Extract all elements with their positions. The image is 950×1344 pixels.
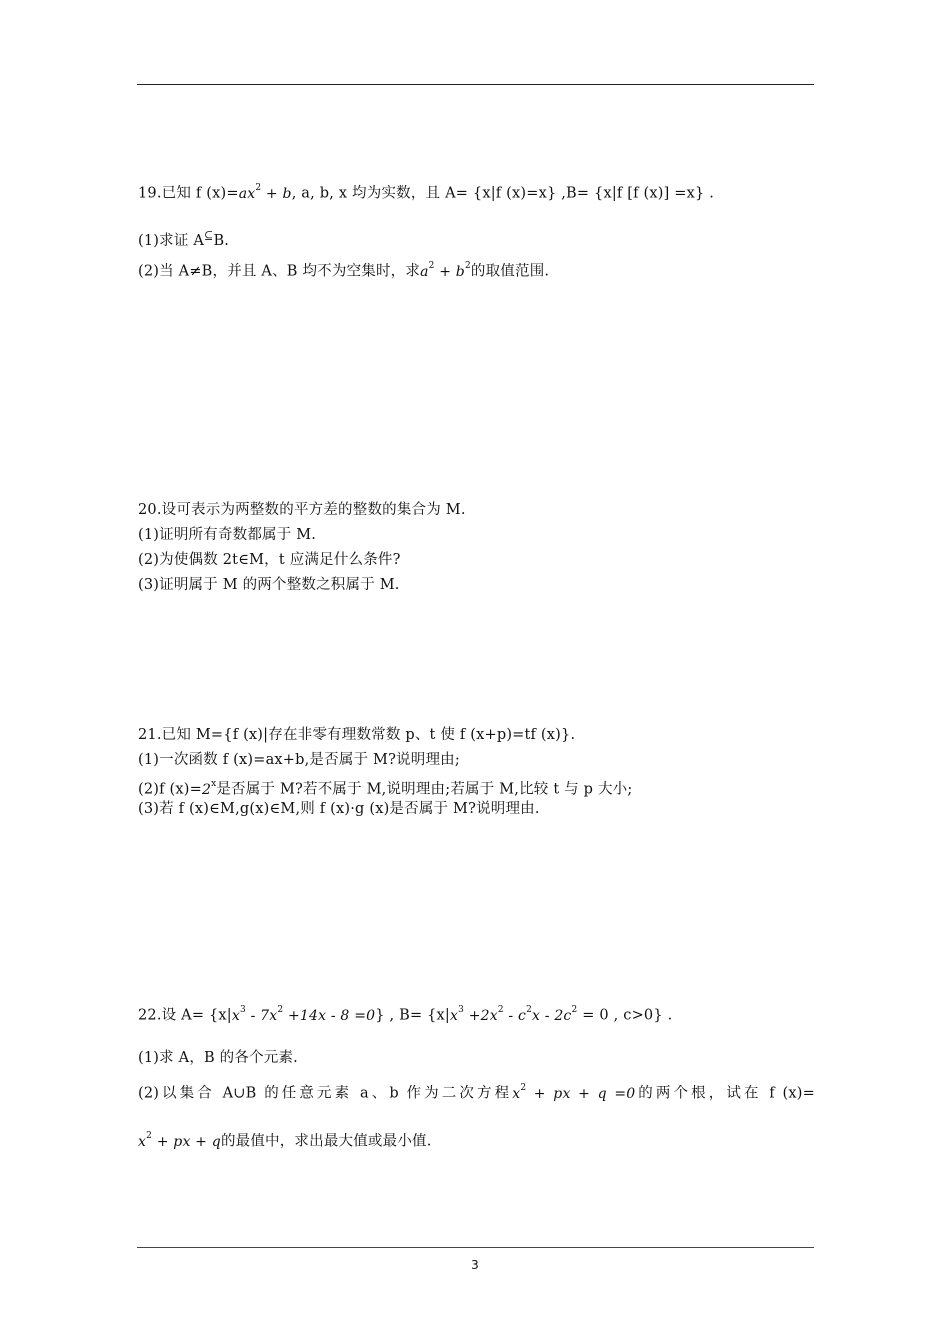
q22-stem: 22.设 $A= \{x|x^3 - 7x^2 +14x - 8 =0\}$ , $B= \{x|x^3 +2x^2 - c^2x - 2c^2 = 0$ , c>0} . <box>138 1005 673 1024</box>
q19-part2: (2)当 A≠B，并且 A、B 均不为空集时，求$a^2 + b^2$的取值范围. <box>138 261 550 280</box>
q22-part2: (2)以集合 A∪B 的任意元素 a、b 作为二次方程$x^2$ + px + q =0的两个根，试在 f (x)= <box>138 1083 816 1102</box>
q22-part1: (1)求 A，B 的各个元素. <box>138 1050 298 1066</box>
page-number: 3 <box>471 1258 479 1272</box>
q21-part3: (3)若 f (x)∈M,g(x)∈M,则 f (x)·g (x)是否属于 M?说明理由. <box>138 801 540 817</box>
q20-stem: 20.设可表示为两整数的平方差的整数的集合为 M. <box>138 502 466 518</box>
q20-part3: (3)证明属于 M 的两个整数之积属于 M. <box>138 577 400 593</box>
footer-rule <box>137 1247 814 1248</box>
q21-stem: 21.已知 M={f (x)|存在非零有理数常数 p、t 使 f (x+p)=tf (x)}. <box>138 727 576 743</box>
q19-part1: (1)求证 A⊆B. <box>138 229 230 249</box>
q19-stem <box>138 180 818 204</box>
header-rule <box>137 84 814 85</box>
q21-part2: (2)f $(x)=2^x$是否属于 M?若不属于 M,说明理由;若属于 M,比较 t 与 p 大小; <box>138 779 633 798</box>
q19-stem-text: 19.已知 f (x)= <box>138 185 239 202</box>
q20-part1: (1)证明所有奇数都属于 M. <box>138 527 317 543</box>
q21-part1: (1)一次函数 f (x)=ax+b,是否属于 M?说明理由; <box>138 752 460 768</box>
q22-part2-cont: $x^2$ + px + q的最值中，求出最大值或最小值. <box>138 1131 432 1150</box>
q19-stem-text-2: , a, b, x 均为实数，且 A= {x|f (x)=x} ,B= {x|f [f (x)] =x} . <box>291 185 715 202</box>
q19-formula: $ax^2 + b$ <box>238 183 292 202</box>
q20-part2: (2)为使偶数 2t∈M，t 应满足什么条件? <box>138 552 401 568</box>
